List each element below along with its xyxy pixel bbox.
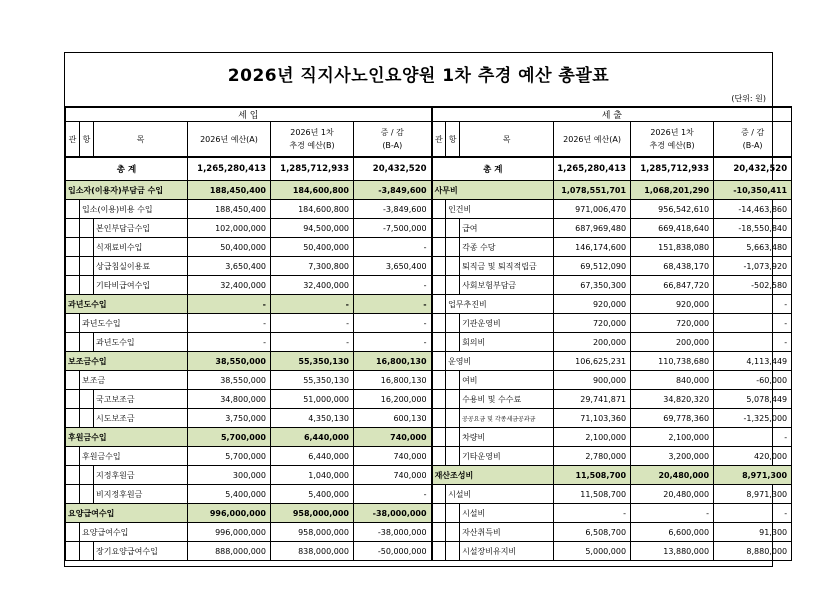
budget-b-cell: 958,000,000 bbox=[271, 523, 354, 542]
account-name: 기타운영비 bbox=[460, 447, 554, 466]
indent-cell bbox=[432, 352, 446, 371]
budget-b-cell: 1,040,000 bbox=[271, 466, 354, 485]
indent-cell bbox=[432, 390, 446, 409]
budget-a-cell: 3,650,400 bbox=[188, 257, 271, 276]
diff-cell: -1,325,000 bbox=[714, 409, 792, 428]
table-row bbox=[66, 200, 792, 219]
diff-cell: 740,000 bbox=[354, 447, 432, 466]
budget-a-cell: 2,780,000 bbox=[554, 447, 631, 466]
budget-a-cell: 920,000 bbox=[554, 295, 631, 314]
budget-a-cell: 146,174,600 bbox=[554, 238, 631, 257]
budget-b-cell: 1,068,201,290 bbox=[631, 181, 714, 200]
account-name: 후원금수입 bbox=[80, 447, 188, 466]
budget-a-cell: - bbox=[188, 333, 271, 352]
budget-a-cell: 2,100,000 bbox=[554, 428, 631, 447]
indent-cell bbox=[446, 276, 460, 295]
budget-b-cell: 4,350,130 bbox=[271, 409, 354, 428]
indent-cell bbox=[80, 257, 94, 276]
budget-a-cell: 32,400,000 bbox=[188, 276, 271, 295]
account-name: 사무비 bbox=[432, 181, 554, 200]
indent-cell bbox=[432, 371, 446, 390]
budget-a-cell: 6,508,700 bbox=[554, 523, 631, 542]
budget-a-cell: 1,078,551,701 bbox=[554, 181, 631, 200]
budget-b-cell: - bbox=[271, 295, 354, 314]
budget-sheet bbox=[64, 52, 788, 567]
indent-cell bbox=[66, 238, 80, 257]
budget-b-cell: 958,000,000 bbox=[271, 504, 354, 523]
indent-cell bbox=[80, 466, 94, 485]
budget-a-cell: 971,006,470 bbox=[554, 200, 631, 219]
budget-b-cell: 20,480,000 bbox=[631, 485, 714, 504]
budget-b-cell: 51,000,000 bbox=[271, 390, 354, 409]
table-row bbox=[66, 276, 792, 295]
diff-cell: -14,463,860 bbox=[714, 200, 792, 219]
indent-cell bbox=[446, 333, 460, 352]
total-expense-diff: 20,432,520 bbox=[714, 157, 792, 181]
indent-cell bbox=[66, 257, 80, 276]
diff-cell: -50,000,000 bbox=[354, 542, 432, 561]
budget-a-cell: 996,000,000 bbox=[188, 523, 271, 542]
col-budget-a: 2026년 예산(A) bbox=[188, 122, 271, 158]
budget-b-cell: 2,100,000 bbox=[631, 428, 714, 447]
budget-b-cell: 838,000,000 bbox=[271, 542, 354, 561]
total-expense-b: 1,285,712,933 bbox=[631, 157, 714, 181]
diff-cell: -38,000,000 bbox=[354, 523, 432, 542]
indent-cell bbox=[66, 523, 80, 542]
diff-cell: - bbox=[354, 314, 432, 333]
budget-b-cell: 55,350,130 bbox=[271, 352, 354, 371]
indent-cell bbox=[80, 219, 94, 238]
account-name: 과년도수입 bbox=[94, 333, 188, 352]
indent-cell bbox=[446, 504, 460, 523]
budget-a-cell: 3,750,000 bbox=[188, 409, 271, 428]
indent-cell bbox=[66, 219, 80, 238]
total-label: 총 계 bbox=[66, 157, 188, 181]
budget-b-cell: 94,500,000 bbox=[271, 219, 354, 238]
table-row bbox=[66, 257, 792, 276]
indent-cell bbox=[432, 276, 446, 295]
indent-cell bbox=[432, 428, 446, 447]
diff-cell: - bbox=[714, 428, 792, 447]
indent-cell bbox=[446, 257, 460, 276]
budget-b-cell: 69,778,360 bbox=[631, 409, 714, 428]
budget-a-cell: 720,000 bbox=[554, 314, 631, 333]
budget-b-cell: 200,000 bbox=[631, 333, 714, 352]
account-name: 시설비 bbox=[446, 485, 554, 504]
budget-b-cell: 920,000 bbox=[631, 295, 714, 314]
account-name: 보조금수입 bbox=[66, 352, 188, 371]
diff-cell: 740,000 bbox=[354, 428, 432, 447]
budget-b-cell: 55,350,130 bbox=[271, 371, 354, 390]
account-name: 각종 수당 bbox=[460, 238, 554, 257]
budget-a-cell: 188,450,400 bbox=[188, 181, 271, 200]
budget-a-cell: 5,000,000 bbox=[554, 542, 631, 561]
budget-a-cell: - bbox=[188, 314, 271, 333]
indent-cell bbox=[66, 390, 80, 409]
budget-b-cell: 184,600,800 bbox=[271, 200, 354, 219]
indent-cell bbox=[66, 200, 80, 219]
table-row bbox=[66, 181, 792, 200]
budget-b-cell: 6,600,000 bbox=[631, 523, 714, 542]
account-name: 인건비 bbox=[446, 200, 554, 219]
account-name: 업무추진비 bbox=[446, 295, 554, 314]
diff-cell: - bbox=[714, 333, 792, 352]
total-expense-a: 1,265,280,413 bbox=[554, 157, 631, 181]
account-name: 보조금 bbox=[80, 371, 188, 390]
budget-a-cell: 996,000,000 bbox=[188, 504, 271, 523]
diff-cell: - bbox=[354, 276, 432, 295]
budget-b-cell: 6,440,000 bbox=[271, 428, 354, 447]
budget-b-cell: 5,400,000 bbox=[271, 485, 354, 504]
table-row bbox=[66, 390, 792, 409]
total-row bbox=[66, 157, 792, 181]
account-name: 퇴직금 및 퇴직적립금 bbox=[460, 257, 554, 276]
diff-cell: -60,000 bbox=[714, 371, 792, 390]
col-diff: 증 / 감 (B-A) bbox=[714, 122, 792, 158]
budget-a-cell: 106,625,231 bbox=[554, 352, 631, 371]
income-section-header: 세 입 bbox=[66, 107, 432, 122]
diff-cell: 420,000 bbox=[714, 447, 792, 466]
account-name: 후원금수입 bbox=[66, 428, 188, 447]
diff-cell: 3,650,400 bbox=[354, 257, 432, 276]
account-name: 요양급여수입 bbox=[66, 504, 188, 523]
diff-cell: 5,663,480 bbox=[714, 238, 792, 257]
account-name: 급여 bbox=[460, 219, 554, 238]
col-budget-a: 2026년 예산(A) bbox=[554, 122, 631, 158]
account-name: 여비 bbox=[460, 371, 554, 390]
budget-a-cell: 50,400,000 bbox=[188, 238, 271, 257]
table-row bbox=[66, 523, 792, 542]
budget-a-cell: - bbox=[554, 504, 631, 523]
budget-b-cell: 66,847,720 bbox=[631, 276, 714, 295]
indent-cell bbox=[80, 542, 94, 561]
indent-cell bbox=[446, 371, 460, 390]
indent-cell bbox=[446, 409, 460, 428]
table-row bbox=[66, 409, 792, 428]
budget-a-cell: 102,000,000 bbox=[188, 219, 271, 238]
indent-cell bbox=[80, 390, 94, 409]
diff-cell: -3,849,600 bbox=[354, 181, 432, 200]
diff-cell: -18,550,840 bbox=[714, 219, 792, 238]
diff-cell: 16,200,000 bbox=[354, 390, 432, 409]
indent-cell bbox=[432, 219, 446, 238]
col-hang: 항 bbox=[446, 122, 460, 158]
budget-a-cell: 71,103,360 bbox=[554, 409, 631, 428]
account-name: 사회보험부담금 bbox=[460, 276, 554, 295]
account-name: 시설장비유지비 bbox=[460, 542, 554, 561]
indent-cell bbox=[446, 523, 460, 542]
diff-cell: 91,300 bbox=[714, 523, 792, 542]
account-name: 기타비급여수입 bbox=[94, 276, 188, 295]
account-name: 차량비 bbox=[460, 428, 554, 447]
budget-b-cell: 184,600,800 bbox=[271, 181, 354, 200]
budget-b-cell: 7,300,800 bbox=[271, 257, 354, 276]
budget-table bbox=[65, 106, 792, 561]
indent-cell bbox=[80, 485, 94, 504]
account-name: 요양급여수입 bbox=[80, 523, 188, 542]
diff-cell: 16,800,130 bbox=[354, 371, 432, 390]
indent-cell bbox=[432, 333, 446, 352]
indent-cell bbox=[432, 523, 446, 542]
table-row bbox=[66, 314, 792, 333]
diff-cell: 740,000 bbox=[354, 466, 432, 485]
account-name: 본인부담금수입 bbox=[94, 219, 188, 238]
budget-b-cell: 840,000 bbox=[631, 371, 714, 390]
budget-a-cell: 5,700,000 bbox=[188, 428, 271, 447]
indent-cell bbox=[432, 485, 446, 504]
table-row bbox=[66, 219, 792, 238]
account-name: 입소(이용)비용 수입 bbox=[80, 200, 188, 219]
diff-cell: - bbox=[714, 504, 792, 523]
diff-cell: 8,880,000 bbox=[714, 542, 792, 561]
diff-cell: - bbox=[354, 333, 432, 352]
indent-cell bbox=[66, 466, 80, 485]
indent-cell bbox=[432, 542, 446, 561]
diff-cell: 16,800,130 bbox=[354, 352, 432, 371]
account-name: 비지정후원금 bbox=[94, 485, 188, 504]
budget-b-cell: 20,480,000 bbox=[631, 466, 714, 485]
column-header-row bbox=[66, 122, 792, 158]
diff-cell: 5,078,449 bbox=[714, 390, 792, 409]
budget-b-cell: 13,880,000 bbox=[631, 542, 714, 561]
section-header-row bbox=[66, 107, 792, 122]
account-name: 재산조성비 bbox=[432, 466, 554, 485]
budget-b-cell: 669,418,640 bbox=[631, 219, 714, 238]
account-name: 공공요금 및 각종세금공과금 bbox=[460, 409, 554, 428]
diff-cell: -7,500,000 bbox=[354, 219, 432, 238]
budget-b-cell: 3,200,000 bbox=[631, 447, 714, 466]
budget-b-cell: 34,820,320 bbox=[631, 390, 714, 409]
diff-cell: -1,073,920 bbox=[714, 257, 792, 276]
budget-a-cell: 67,350,300 bbox=[554, 276, 631, 295]
budget-b-cell: 32,400,000 bbox=[271, 276, 354, 295]
col-budget-b: 2026년 1차 추경 예산(B) bbox=[631, 122, 714, 158]
account-name: 시설비 bbox=[460, 504, 554, 523]
budget-a-cell: 300,000 bbox=[188, 466, 271, 485]
indent-cell bbox=[66, 447, 80, 466]
diff-cell: -3,849,600 bbox=[354, 200, 432, 219]
diff-cell: 8,971,300 bbox=[714, 485, 792, 504]
indent-cell bbox=[80, 409, 94, 428]
budget-a-cell: - bbox=[188, 295, 271, 314]
account-name: 기관운영비 bbox=[460, 314, 554, 333]
budget-a-cell: 38,550,000 bbox=[188, 371, 271, 390]
col-gwan: 관 bbox=[432, 122, 446, 158]
table-row bbox=[66, 352, 792, 371]
expense-section-header: 세 출 bbox=[432, 107, 792, 122]
budget-a-cell: 69,512,090 bbox=[554, 257, 631, 276]
diff-cell: - bbox=[714, 314, 792, 333]
indent-cell bbox=[80, 333, 94, 352]
account-name: 회의비 bbox=[460, 333, 554, 352]
total-income-diff: 20,432,520 bbox=[354, 157, 432, 181]
indent-cell bbox=[446, 542, 460, 561]
total-income-b: 1,285,712,933 bbox=[271, 157, 354, 181]
indent-cell bbox=[432, 504, 446, 523]
diff-cell: 8,971,300 bbox=[714, 466, 792, 485]
indent-cell bbox=[66, 409, 80, 428]
account-name: 식재료비수입 bbox=[94, 238, 188, 257]
col-mok: 목 bbox=[460, 122, 554, 158]
indent-cell bbox=[66, 485, 80, 504]
account-name: 국고보조금 bbox=[94, 390, 188, 409]
account-name: 자산취득비 bbox=[460, 523, 554, 542]
budget-a-cell: 687,969,480 bbox=[554, 219, 631, 238]
indent-cell bbox=[80, 238, 94, 257]
budget-b-cell: 68,438,170 bbox=[631, 257, 714, 276]
budget-b-cell: - bbox=[271, 314, 354, 333]
col-gwan: 관 bbox=[66, 122, 80, 158]
indent-cell bbox=[446, 219, 460, 238]
indent-cell bbox=[432, 409, 446, 428]
unit-label: (단위: 원) bbox=[731, 94, 766, 103]
indent-cell bbox=[446, 428, 460, 447]
table-row bbox=[66, 295, 792, 314]
indent-cell bbox=[66, 542, 80, 561]
table-row bbox=[66, 542, 792, 561]
indent-cell bbox=[66, 276, 80, 295]
page-title: 2026년 직지사노인요양원 1차 추경 예산 총괄표 bbox=[227, 66, 610, 86]
budget-a-cell: 29,741,871 bbox=[554, 390, 631, 409]
table-row bbox=[66, 428, 792, 447]
budget-b-cell: 110,738,680 bbox=[631, 352, 714, 371]
table-row bbox=[66, 238, 792, 257]
indent-cell bbox=[66, 371, 80, 390]
indent-cell bbox=[432, 238, 446, 257]
account-name: 지정후원금 bbox=[94, 466, 188, 485]
account-name: 과년도수입 bbox=[80, 314, 188, 333]
table-row bbox=[66, 447, 792, 466]
total-label: 총 계 bbox=[432, 157, 554, 181]
budget-b-cell: 6,440,000 bbox=[271, 447, 354, 466]
budget-a-cell: 200,000 bbox=[554, 333, 631, 352]
indent-cell bbox=[432, 447, 446, 466]
account-name: 장기요양급여수입 bbox=[94, 542, 188, 561]
budget-a-cell: 5,700,000 bbox=[188, 447, 271, 466]
diff-cell: -38,000,000 bbox=[354, 504, 432, 523]
budget-a-cell: 11,508,700 bbox=[554, 485, 631, 504]
indent-cell bbox=[432, 295, 446, 314]
col-budget-b: 2026년 1차 추경 예산(B) bbox=[271, 122, 354, 158]
budget-b-cell: - bbox=[271, 333, 354, 352]
account-name: 시도보조금 bbox=[94, 409, 188, 428]
account-name: 수용비 및 수수료 bbox=[460, 390, 554, 409]
diff-cell: 4,113,449 bbox=[714, 352, 792, 371]
indent-cell bbox=[432, 200, 446, 219]
col-hang: 항 bbox=[80, 122, 94, 158]
budget-a-cell: 11,508,700 bbox=[554, 466, 631, 485]
col-diff: 증 / 감 (B-A) bbox=[354, 122, 432, 158]
diff-cell: 600,130 bbox=[354, 409, 432, 428]
budget-b-cell: 956,542,610 bbox=[631, 200, 714, 219]
diff-cell: -502,580 bbox=[714, 276, 792, 295]
indent-cell bbox=[432, 314, 446, 333]
account-name: 입소자(이용자)부담금 수입 bbox=[66, 181, 188, 200]
indent-cell bbox=[446, 314, 460, 333]
col-mok: 목 bbox=[94, 122, 188, 158]
diff-cell: -10,350,411 bbox=[714, 181, 792, 200]
indent-cell bbox=[80, 276, 94, 295]
account-name: 상급침실이용료 bbox=[94, 257, 188, 276]
budget-a-cell: 34,800,000 bbox=[188, 390, 271, 409]
diff-cell: - bbox=[354, 238, 432, 257]
indent-cell bbox=[432, 257, 446, 276]
account-name: 운영비 bbox=[446, 352, 554, 371]
account-name: 과년도수입 bbox=[66, 295, 188, 314]
table-row bbox=[66, 371, 792, 390]
table-row bbox=[66, 333, 792, 352]
budget-b-cell: 50,400,000 bbox=[271, 238, 354, 257]
table-row bbox=[66, 504, 792, 523]
budget-a-cell: 188,450,400 bbox=[188, 200, 271, 219]
indent-cell bbox=[446, 447, 460, 466]
budget-b-cell: - bbox=[631, 504, 714, 523]
table-row bbox=[66, 466, 792, 485]
budget-a-cell: 888,000,000 bbox=[188, 542, 271, 561]
total-income-a: 1,265,280,413 bbox=[188, 157, 271, 181]
budget-b-cell: 720,000 bbox=[631, 314, 714, 333]
budget-a-cell: 900,000 bbox=[554, 371, 631, 390]
indent-cell bbox=[446, 390, 460, 409]
budget-a-cell: 5,400,000 bbox=[188, 485, 271, 504]
budget-b-cell: 151,838,080 bbox=[631, 238, 714, 257]
budget-a-cell: 38,550,000 bbox=[188, 352, 271, 371]
diff-cell: - bbox=[714, 295, 792, 314]
indent-cell bbox=[66, 314, 80, 333]
table-row bbox=[66, 485, 792, 504]
diff-cell: - bbox=[354, 485, 432, 504]
indent-cell bbox=[66, 333, 80, 352]
diff-cell: - bbox=[354, 295, 432, 314]
indent-cell bbox=[446, 238, 460, 257]
